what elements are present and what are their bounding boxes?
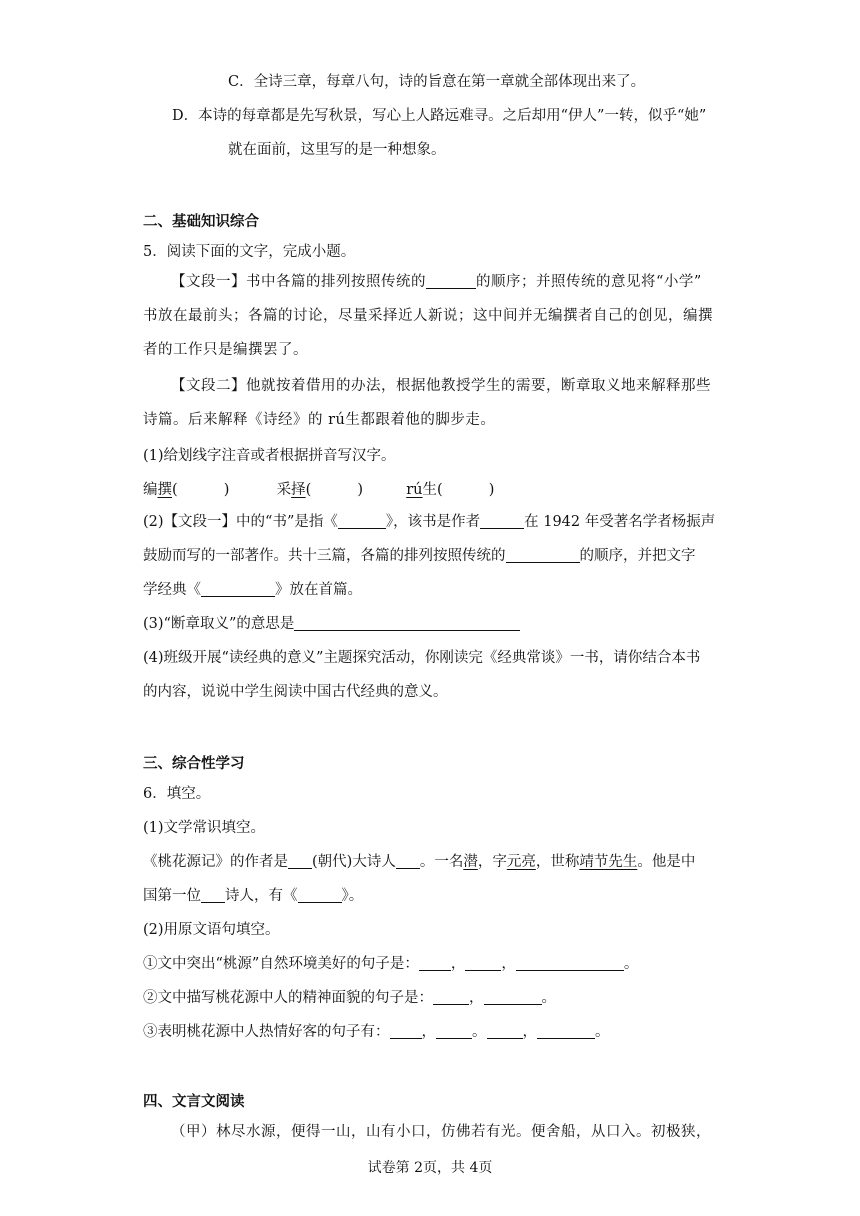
item-b-blank[interactable]: ( ) [305, 482, 364, 498]
blank-q3-b[interactable] [436, 1023, 472, 1039]
blank-dynasty[interactable] [288, 853, 312, 869]
page-number: 试卷第 2页，共 4页 [367, 1160, 493, 1176]
text-b1: 国第一位 [143, 888, 201, 904]
comma: ， [421, 1024, 436, 1040]
blank-q1-a[interactable] [419, 955, 451, 971]
sub1-instruction: (1)给划线字注音或者根据拼音写汉字。 [143, 448, 396, 464]
quote1-text: ①文中突出“桃源”自然环境美好的句子是： [143, 956, 419, 972]
text-a1: 《桃花源记》的作者是 [143, 854, 288, 870]
text-a5: ，字 [477, 854, 507, 870]
comma: ， [501, 956, 516, 972]
sub2-line2-text-b: 的顺序，并把文字 [579, 548, 696, 564]
comma: ， [522, 1024, 537, 1040]
sub2-line2-text-a: 鼓励而写的一部著作。共十三篇，各篇的排列按照传统的 [143, 548, 506, 564]
sub2-text-b: 》，该书是作者 [385, 514, 481, 530]
blank-q3-c[interactable] [487, 1023, 523, 1039]
text-b2: 诗人，有《 [225, 888, 298, 904]
sub4-line2: 的内容，说说中学生阅读中国古代经典的意义。 [143, 684, 448, 700]
blank-q3-d[interactable] [537, 1023, 595, 1039]
item-c-blank[interactable]: 生( ) [422, 482, 495, 498]
item-b-underlined: 择 [291, 482, 306, 498]
quote-line-3 [143, 1022, 610, 1042]
blank-q3-a[interactable] [390, 1023, 422, 1039]
q6-stem: 6．填空。 [143, 786, 211, 802]
sub1-items [143, 480, 494, 500]
passage2-line1: 【文段二】他就按着借用的办法，根据他教授学生的需要，断章取义地来解释那些 [171, 378, 711, 394]
comma: ， [469, 990, 484, 1006]
passage1-line2: 书放在最前头；各篇的讨论，尽量采择近人新说；这中间并无编撰者自己的创见，编撰 [143, 308, 713, 324]
sub2-line3-text-a: 学经典《 [143, 582, 201, 598]
comma: ， [450, 956, 466, 972]
sub2-text-a: (2)【文段一】中的“书”是指《 [143, 514, 338, 530]
blank-q1-c[interactable] [516, 955, 624, 971]
blank-traditional-order[interactable] [506, 547, 580, 563]
q6-line-b [143, 886, 363, 906]
sub4-line1: (4)班级开展“读经典的意义”主题探究活动，你刚读完《经典常谈》一书，请你结合本书 [143, 650, 701, 666]
option-c: C．全诗三章，每章八句，诗的旨意在第一章就全部体现出来了。 [228, 74, 646, 90]
quote-line-2 [143, 988, 556, 1008]
blank-poet-type[interactable] [201, 887, 225, 903]
text-a8: 靖节先生 [579, 854, 638, 870]
section-3-title: 三、综合性学习 [143, 756, 245, 772]
option-d-line1: D．本诗的每章都是先写秋景，写心上人路远难寻。之后却用“伊人”一转，似乎“她” [172, 108, 707, 124]
blank-book-title[interactable] [338, 513, 386, 529]
section-4-title: 四、文言文阅读 [143, 1094, 245, 1110]
passage1-line3: 者的工作只是编撰罢了。 [143, 342, 308, 358]
blank-q2-b[interactable] [484, 989, 542, 1005]
sub2-text-c: 在 1942 年受著名学者杨振声 [524, 514, 716, 530]
blank-q2-a[interactable] [433, 989, 469, 1005]
passage1-text-a: 【文段一】书中各篇的排列按照传统的 [171, 274, 426, 290]
text-a6: 元亮 [506, 854, 536, 870]
text-a2: (朝代)大诗人 [312, 854, 396, 870]
blank-work[interactable] [298, 887, 342, 903]
sub2-line3-text-b: 》放在首篇。 [275, 582, 362, 598]
q5-stem: 5．阅读下面的文字，完成小题。 [143, 244, 356, 260]
blank-author[interactable] [480, 513, 524, 529]
section-2-title: 二、基础知识综合 [143, 214, 259, 230]
item-a-prefix: 编 [143, 482, 158, 498]
item-c-underlined: rú [406, 482, 423, 498]
sub2-line3 [143, 580, 362, 600]
item-a-blank[interactable]: ( ) [172, 482, 230, 498]
period: 。 [472, 1024, 487, 1040]
period: 。 [623, 956, 639, 972]
text-a3: 。一名 [419, 854, 464, 870]
text-a7: ，世称 [535, 854, 580, 870]
text-a9: 。他是中 [637, 854, 696, 870]
blank-idiom-meaning[interactable] [294, 615, 520, 631]
sub2-line2 [143, 546, 696, 566]
q6-sub1: (1)文学常识填空。 [143, 820, 266, 836]
blank-classic-title[interactable] [201, 581, 275, 597]
q6-line-a [143, 852, 695, 872]
text-b3: 》。 [341, 888, 364, 904]
quote3-text: ③表明桃花源中人热情好客的句子有： [143, 1024, 390, 1040]
blank-poet[interactable] [396, 853, 420, 869]
sub3 [143, 614, 520, 634]
blank-q1-b[interactable] [465, 955, 501, 971]
q6-sub2: (2)用原文语句填空。 [143, 922, 280, 938]
classical-passage-a: （甲）林尽水源，便得一山，山有小口，仿佛若有光。便舍船，从口入。初极狭， [171, 1124, 711, 1140]
period: 。 [595, 1024, 610, 1040]
passage1-line1 [171, 272, 702, 292]
quote-line-1 [143, 954, 638, 974]
item-b-prefix: 采 [276, 482, 292, 498]
passage2-line2: 诗篇。后来解释《诗经》的 rú生都跟着他的脚步走。 [143, 412, 496, 428]
option-d-line2: 就在面前，这里写的是一种想象。 [228, 142, 446, 158]
period: 。 [541, 990, 556, 1006]
item-a-underlined: 撰 [157, 482, 172, 498]
sub2-line1 [143, 512, 715, 532]
blank-order[interactable] [426, 273, 476, 289]
passage1-text-b: 的顺序；并照传统的意见将“小学” [476, 274, 702, 290]
quote2-text: ②文中描写桃花源中人的精神面貌的句子是： [143, 990, 433, 1006]
text-a4: 潜 [463, 854, 478, 870]
sub3-text: (3)“断章取义”的意思是 [143, 616, 295, 632]
